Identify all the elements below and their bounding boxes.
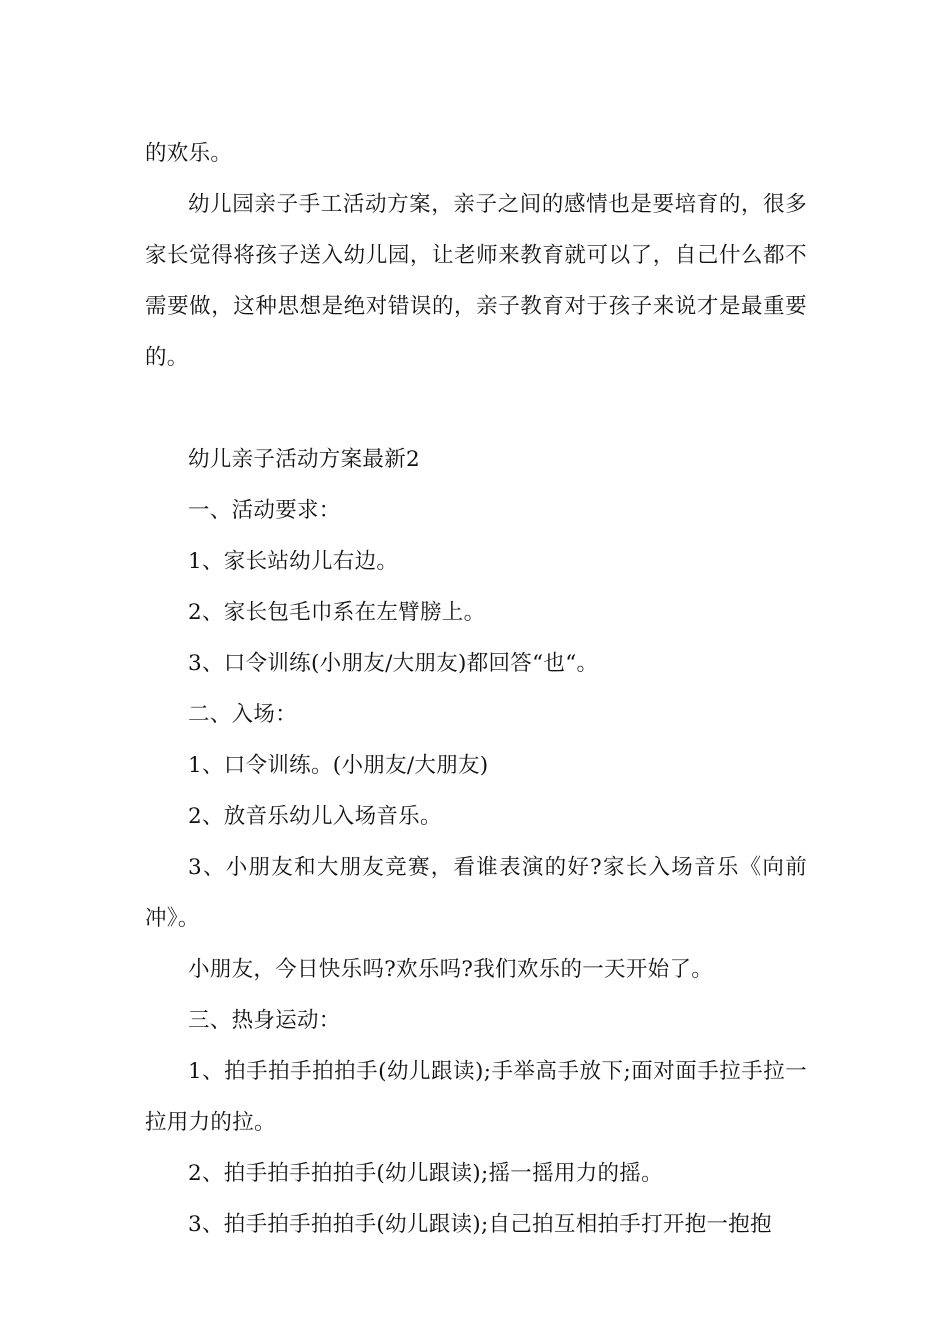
list-item: 1、拍手拍手拍拍手(幼儿跟读);手举高手放下;面对面手拉手拉一拉用力的拉。 bbox=[145, 1059, 807, 1135]
document-body bbox=[145, 128, 807, 1250]
list-item: 2、放音乐幼儿入场音乐。 bbox=[188, 804, 442, 829]
paragraph-continuation: 的欢乐。 bbox=[145, 141, 233, 166]
list-item: 小朋友，今日快乐吗?欢乐吗?我们欢乐的一天开始了。 bbox=[188, 957, 714, 982]
list-item: 1、家长站幼儿右边。 bbox=[188, 549, 399, 574]
list-item: 1、口令训练。(小朋友/大朋友) bbox=[188, 753, 489, 778]
list-item: 二、入场： bbox=[188, 702, 298, 727]
list-item: 3、口令训练(小朋友/大朋友)都回答“也“。 bbox=[188, 651, 599, 676]
paragraph-intro: 幼儿园亲子手工活动方案，亲子之间的感情也是要培育的，很多家长觉得将孩子送入幼儿园，让老师来教育就可以了，自己什么都不需要做，这种思想是绝对错误的，亲子教育对于孩子来说才是最重要的。 bbox=[145, 192, 807, 370]
section-title: 幼儿亲子活动方案最新2 bbox=[188, 447, 420, 472]
list-item: 3、拍手拍手拍拍手(幼儿跟读);自己拍互相拍手打开抱一抱抱 bbox=[188, 1212, 772, 1237]
list-item: 3、小朋友和大朋友竞赛，看谁表演的好?家长入场音乐《向前冲》。 bbox=[145, 855, 807, 931]
list-item: 三、热身运动： bbox=[188, 1008, 341, 1033]
list-item: 一、活动要求： bbox=[188, 498, 341, 523]
list-item: 2、家长包毛巾系在左臂膀上。 bbox=[188, 600, 486, 625]
list-item: 2、拍手拍手拍拍手(幼儿跟读);摇一摇用力的摇。 bbox=[188, 1161, 663, 1186]
section-spacer bbox=[145, 383, 807, 434]
